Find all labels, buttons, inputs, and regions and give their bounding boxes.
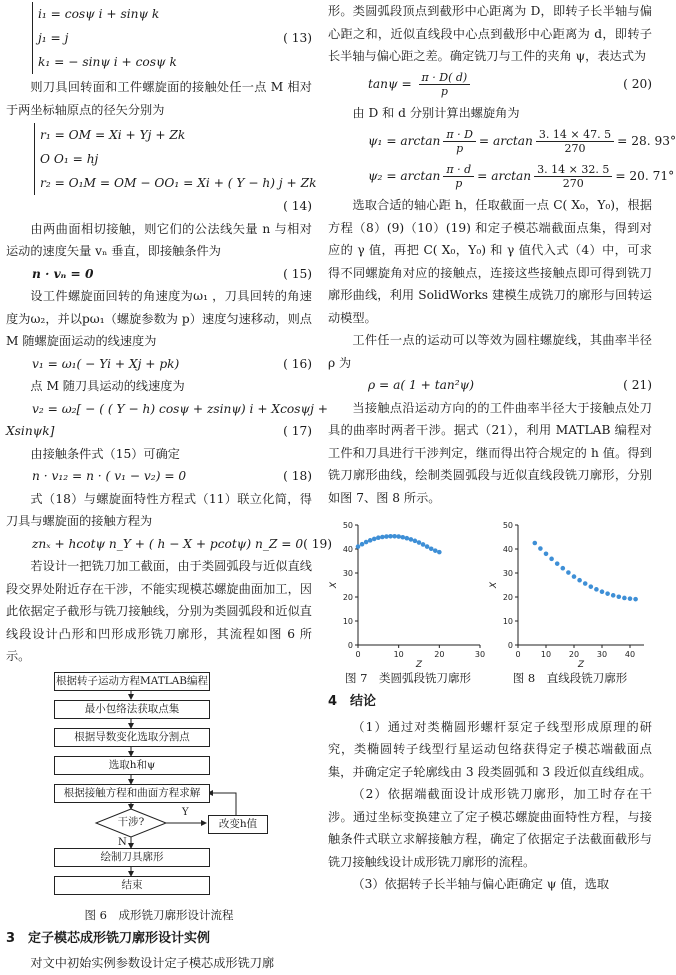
psi2-middle: = arctan [477,168,532,183]
flow-step-matlab: 根据转子运动方程MATLAB编程 [54,672,210,691]
data-point [392,534,397,539]
equation-13-line-2: j₁ = j [38,31,69,45]
equation-19-body: znₓ + hcotψ n_Y + ( h − X + pcotψ) n_Z = 0 [32,536,304,551]
data-point [572,574,577,579]
data-point [356,544,361,549]
equation-16-body: v₁ = ω₁( − Yi + Xj + pk) [32,356,180,371]
equation-18-body: n · v₁₂ = n · ( v₁ − v₂) = 0 [32,469,187,483]
right-column [328,0,676,896]
data-point [628,596,633,601]
data-point [611,593,616,598]
psi2-fraction-2 [534,163,612,190]
y-tick-label: 20 [502,593,513,602]
equation-20 [328,68,652,102]
equation-18 [6,465,312,488]
flow-yes-label: Y [182,806,189,818]
y-tick-label: 40 [502,545,513,554]
equation-17-line-2 [6,420,312,443]
equation-14-line-3: r₂ = O₁M = OM − OO₁ = Xi + ( Y − h) j + Zk [40,176,317,190]
x-tick-label: 20 [568,650,580,659]
data-point [577,578,582,583]
equation-21-body: ρ = a( 1 + tan²ψ) [368,378,474,392]
psi2-result: = 20. 71° [615,168,675,183]
equation-13 [6,0,312,76]
psi2-fraction-1 [443,163,474,190]
data-point [544,552,549,557]
psi2-lhs: ψ₂ = arctan [368,168,441,183]
data-point [583,581,588,586]
paragraph-curvature: 工件任一点的运动可以等效为圆柱螺旋线，其曲率半径ρ 为 [328,333,652,370]
section-3-heading: 3 定子模芯成形铣刀廓形设计实例 [6,930,211,946]
x-tick-label: 30 [596,650,608,659]
equation-13-system [32,2,177,74]
flow-step-select-h: 选取h和ψ [54,756,210,775]
equation-20-number: ( 20) [623,77,652,92]
y-tick-label: 20 [342,593,353,602]
equation-15-number: ( 15) [283,266,312,281]
paragraph-helix-angles: 由 D 和 d 分别计算出螺旋角为 [352,105,520,120]
figure-7-chart [328,513,488,673]
psi2-denominator-2: 270 [562,176,584,190]
data-point [622,596,627,601]
conclusion-2: （2）依据端截面设计成形铣刀廓形，加工时存在干涉。通过坐标变换建立了定子模芯螺旋曲面特性方程，与接触条件式联立求解接触方程，确定了依据定子法截面截形与铣刀接触线设计成形铣刀廓形的流程。 [328,787,652,869]
paragraph-tool-velocity: 点 M 随刀具运动的线速度为 [30,379,185,393]
y-tick-label: 10 [502,617,513,626]
flowchart [6,672,312,926]
data-point [594,587,599,592]
data-point [372,537,377,542]
figure-6-caption: 图 6 成形铣刀廓形设计流程 [84,907,234,922]
psi2-numerator-1: π · d [443,163,474,177]
equation-18-number: ( 18) [283,469,312,483]
paragraph-radius-vectors: 则刀具回转面和工件螺旋面的接触处任一点 M 相对于两坐标轴原点的径矢分别为 [6,80,312,117]
flow-step-end: 结束 [54,876,210,895]
equation-17-line-1 [6,398,328,421]
paragraph-determine: 由接触条件式（15）可确定 [30,446,180,461]
x-tick-label: 0 [515,650,521,659]
equation-19-number: ( 19) [303,536,333,551]
flow-step-split-point: 根据导数变化选取分割点 [54,728,210,747]
psi1-fraction-1 [443,128,476,155]
data-point [549,557,554,562]
equation-20-lhs: tanψ = [368,77,412,91]
x-tick-label: 0 [355,650,361,659]
psi1-denominator-1: p [456,141,464,155]
data-point [376,535,381,540]
y-tick-label: 0 [347,641,353,650]
equation-15-body: n · vₙ = 0 [32,266,94,281]
equation-21 [328,374,652,397]
data-point [413,539,418,544]
data-point [533,541,538,546]
equation-14-line-2: O O₁ = hj [40,152,99,166]
y-tick-label: 30 [502,569,513,578]
data-point [633,597,638,602]
data-point [421,542,426,547]
psi1-result: = 28. 93° [617,133,676,148]
x-tick-label: 10 [540,650,552,659]
equation-15 [6,263,312,286]
equation-20-denominator: p [440,85,448,98]
equation-20-numerator: π · D( d) [419,71,471,85]
equation-16 [6,353,312,376]
psi1-middle: = arctan [478,133,533,148]
equation-13-number: ( 13) [283,30,312,45]
paragraph-contact-points: 选取合适的轴心距 h，任取截面一点 C( X₀，Y₀)，根据方程（8）(9)（10）(19) 和定子模芯端截面点集，得到对应的 γ 值，再把 C( X₀，Y₀) 和 γ 值代入式（4）中，可求得不同螺旋角对应的接触点，连接这些接触点即可得到铣刀廓形曲线，利用 SolidWorks 建模生成铣刀的廓形与回转运动模型。 [328,198,652,325]
equation-20-fraction [419,71,471,98]
data-point [396,534,401,539]
data-point [555,561,560,566]
conclusion-3: （3）依据转子长半轴与偏心距确定 ψ 值，选取 [352,877,610,891]
data-point [400,535,405,540]
data-point [566,570,571,575]
x-tick-label: 40 [624,650,636,659]
y-axis-label: X [329,581,339,589]
y-tick-label: 50 [342,521,353,530]
data-point [409,537,414,542]
equation-13-line-1: i₁ = cosψ i + sinψ k [38,7,160,21]
x-axis-label: Z [415,660,423,670]
paragraph-distances: 形。类圆弧段顶点到截形中心距离为 D，即转子长半轴与偏心距之和，近似直线段中心点到截形中心距离为 d，即转子长半轴与偏心距之差。确定铣刀与工件的夹角 ψ，表达式为 [328,4,652,63]
equation-14-system [34,123,317,195]
conclusion-1: （1）通过对类椭圆形螺杆泵定子线型形成原理的研究，类椭圆转子线型行星运动包络获得定子模芯端截面点集，并确定定子轮廓线由 3 段类圆弧和 3 段近似直线组成。 [328,719,652,779]
data-point [380,535,385,540]
data-point [360,542,365,547]
data-point [364,540,369,545]
y-tick-label: 50 [502,521,513,530]
data-point [600,589,605,594]
flow-step-change-h: 改变h值 [208,815,268,834]
flow-step-envelope: 最小包络法获取点集 [54,700,210,719]
paragraph-interference-check: 当接触点沿运动方向的的工件曲率半径大于接触点处刀具的曲率时两者干涉。据式（21），利用 MATLAB 编程对工件和刀具进行干涉判定，继而得出符合规定的 h 值。得到铣刀廓形曲线，绘制类圆弧段与近似直线段铣刀廓形，分别如图 7、图 8 所示。 [328,400,652,505]
paragraph-simultaneous: 式（18）与螺旋面特性方程式（11）联立化简，得刀具与螺旋面的接触方程为 [6,491,312,528]
equation-17-body-b: Xsinψk] [6,424,55,438]
equation-20-content [368,71,473,98]
flow-no-label: N [118,836,127,848]
paragraph-example: 对文中初始实例参数设计定子模芯成形铣刀廓 [30,956,275,970]
data-point [617,594,622,599]
data-point [437,550,442,555]
equation-14-number: ( 14) [283,199,312,213]
paragraph-interference: 若设计一把铣刀加工截面，由于类圆弧段与近似直线段交界处附近存在干涉，不能实现模芯螺旋曲面加工，因此依据定子截形与铣刀接触线，分别为类圆弧段和近似直线段设计凸形和凹形成形铣刀廓形，其流程如图 6 所示。 [6,559,312,663]
data-point [384,534,389,539]
psi1-numerator-2: 3. 14 × 47. 5 [536,128,614,142]
data-point [368,538,373,543]
data-point [605,591,610,596]
data-point [561,566,566,571]
psi2-denominator-1: p [455,176,463,190]
y-tick-label: 0 [507,641,513,650]
data-point [405,536,410,541]
equation-17-number: ( 17) [283,424,312,438]
psi1-denominator-2: 270 [564,141,586,155]
equation-21-number: ( 21) [623,378,652,392]
equation-19 [6,533,333,556]
equation-17-body-a: v₂ = ω₂[ − ( ( Y − h) cosψ + zsinψ) i + Xcosψj + [32,401,328,416]
figures-row [328,509,652,689]
y-axis-label: X [489,581,499,589]
data-point [538,546,543,551]
equation-13-line-3: k₁ = − sinψ i + cosψ k [38,55,177,69]
paragraph-angular-velocity: 设工件螺旋面回转的角速度为ω₁ ，刀具回转的角速度为ω₂，并以pω₁（螺旋参数为 p）速度匀速移动，则点 M 随螺旋面运动的线速度为 [6,289,312,348]
data-point [417,540,422,545]
equation-psi1 [328,124,676,158]
flow-step-draw: 绘制刀具廓形 [54,848,210,867]
x-tick-label: 20 [434,650,445,659]
equation-psi2 [328,158,675,194]
equation-14-line-1: r₁ = OM = Xi + Yj + Zk [40,128,186,142]
section-4-heading: 4 结论 [328,694,377,709]
psi1-lhs: ψ₁ = arctan [368,133,441,148]
data-point [388,534,393,539]
y-tick-label: 30 [342,569,353,578]
y-tick-label: 10 [342,617,353,626]
data-point [425,544,430,549]
data-point [429,546,434,551]
x-tick-label: 10 [393,650,404,659]
paragraph-contact-condition: 由两曲面相切接触，则它们的公法线矢量 n 与相对运动的速度矢量 vₙ 垂直，即接触条件为 [6,221,312,258]
flow-step-solve: 根据接触方程和曲面方程求解 [54,784,210,803]
data-point [433,548,438,553]
figure-8-caption: 图 8 直线段铣刀廓形 [512,671,628,685]
x-tick-label: 30 [474,650,486,659]
psi1-fraction-2 [536,128,614,155]
y-tick-label: 40 [342,545,353,554]
figure-7-caption: 图 7 类圆弧段铣刀廓形 [345,671,471,685]
psi2-numerator-2: 3. 14 × 32. 5 [534,163,612,177]
psi1-numerator-1: π · D [443,128,476,142]
figure-8-chart [488,513,652,673]
left-column [6,0,333,975]
data-point [589,584,594,589]
equation-16-number: ( 16) [283,356,312,371]
x-axis-label: Z [577,660,585,670]
flow-decision-label: 干涉? [117,815,145,828]
